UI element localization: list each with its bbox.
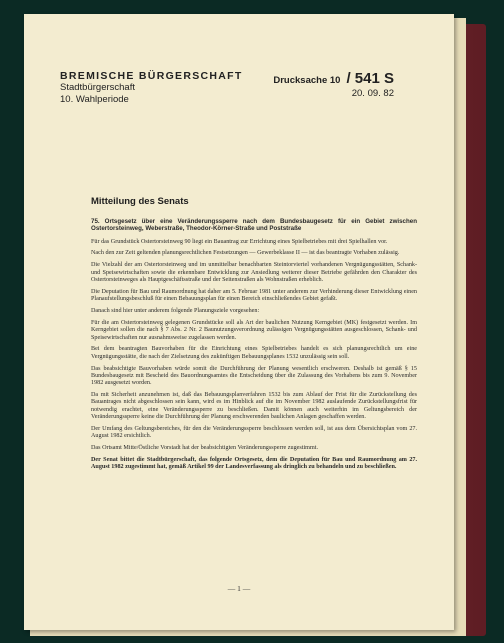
organization-name: BREMISCHE BÜRGERSCHAFT <box>60 70 243 82</box>
paragraph: Das beabsichtigte Bauvorhaben würde somit die Durchführung der Planung wesentlich erschweren. Deshalb ist gemäß § 15 Bundesbaugesetz mit Bescheid des Bauordnungsamtes die Entscheidung über die Zulassung des Vorhabens bis zum 9. November 1982 ausgesetzt worden. <box>91 365 417 387</box>
paragraph: Die Vielzahl der am Ostertorsteinweg und im unmittelbar benachbarten Steintorviertel vorhandenen Vergnügungsstätten, Schank- und Speisewirtschaften sowie die erkennbare Entwicklung zur Ansiedlung weiterer dieser Betriebe gefährden den Charakter des Ostertorsteinweges als Hauptgeschäftsstraße und der Seitenstraßen als Wohnstraßen erheblich. <box>91 262 417 283</box>
paragraph: Danach sind hier unter anderem folgende Planungsziele vorgesehen: <box>91 308 260 315</box>
paragraph: Der Umfang des Geltungsbereiches, für den die Veränderungssperre beschlossen werden soll, ist aus dem Übersichtsplan vom 27. August 1982 ersichtlich. <box>91 425 417 440</box>
paragraph: Das Ortsamt Mitte/Östliche Vorstadt hat der beabsichtigten Veränderungssperre zugestimmt. <box>91 445 318 452</box>
paragraph: Bei dem beantragten Bauvorhaben für die Einrichtung eines Spielbetriebes handelt es sich planungsrechtlich um eine Vergnügungsstätte, die nach der Zielsetzung des zukünftigen Bebauungsplanes 1532 unzulässig sein soll. <box>91 346 417 360</box>
document-reference <box>273 70 394 87</box>
document-page <box>24 14 454 630</box>
paragraph: Die Deputation für Bau und Raumordnung hat daher am 5. Februar 1981 unter anderem zur Verhinderung dieser Entwicklung einen Planaufstellungsbeschluß für einen Bebauungsplan für einen Bereich einschließendes Gebiet gefaßt. <box>91 288 417 303</box>
header-left <box>60 70 243 106</box>
chamber-name: Stadtbürgerschaft <box>60 82 135 93</box>
header-right <box>273 70 394 99</box>
doc-number: / 541 S <box>346 70 394 87</box>
paragraph-heading: 75. Ortsgesetz über eine Veränderungssperre nach dem Bundesbaugesetz für ein Gebiet zwischen Ostertorsteinweg, Weberstraße, Theodor-Körner-Straße und Poststraße <box>91 218 417 233</box>
paragraph: Für die am Ostertorsteinweg gelegenen Grundstücke soll als Art der baulichen Nutzung Kerngebiet (MK) festgesetzt werden. Im Kerngebiet sollen die nach § 7 Abs. 2 Nr. 2 Baunutzungsverordnung zulässigen Vergnügungsstätten ausgeschlossen, Schank- und Speisewirtschaften nur ausnahmsweise zugelassen werden. <box>91 319 417 341</box>
page-number: — 1 — <box>227 584 251 593</box>
page-title: Mitteilung des Senats <box>91 196 189 207</box>
legislative-period: 10. Wahlperiode <box>60 94 129 105</box>
paragraph-request: Der Senat bittet die Stadtbürgerschaft, das folgende Ortsgesetz, dem die Deputation für Bau und Raumordnung am 27. August 1982 zugestimmt hat, gemäß Artikel 99 der Landesverfassung als dringlich zu behandeln und zu beschließen. <box>91 456 417 471</box>
paragraph: Nach den zur Zeit geltenden planungsrechtlichen Festsetzungen — Gewerbeklasse II — ist das beantragte Vorhaben zulässig. <box>91 250 400 257</box>
document-body <box>91 218 417 476</box>
paragraph: Für das Grundstück Ostertorsteinweg 90 liegt ein Bauantrag zur Errichtung eines Spielbetriebes mit drei Spielhallen vor. <box>91 238 388 245</box>
doc-date: 20. 09. 82 <box>351 88 394 99</box>
paragraph: Da mit Sicherheit anzunehmen ist, daß das Bebauungsplanverfahren 1532 bis zum Ablauf der Frist für die Zurückstellung des Bauantrages nicht abgeschlossen sein kann, wird es im Hinblick auf die im November 1982 auslaufende Zurückstellungsfrist für notwendig erachtet, eine Veränderungssperre zu beschließen. Damit können auch weiterhin im Geltungsbereich der Veränderungssperre keine die Durchführung der Planung erschwerenden baulichen Anlagen geschaffen werden. <box>91 392 417 420</box>
doc-label: Drucksache 10 <box>273 75 341 86</box>
